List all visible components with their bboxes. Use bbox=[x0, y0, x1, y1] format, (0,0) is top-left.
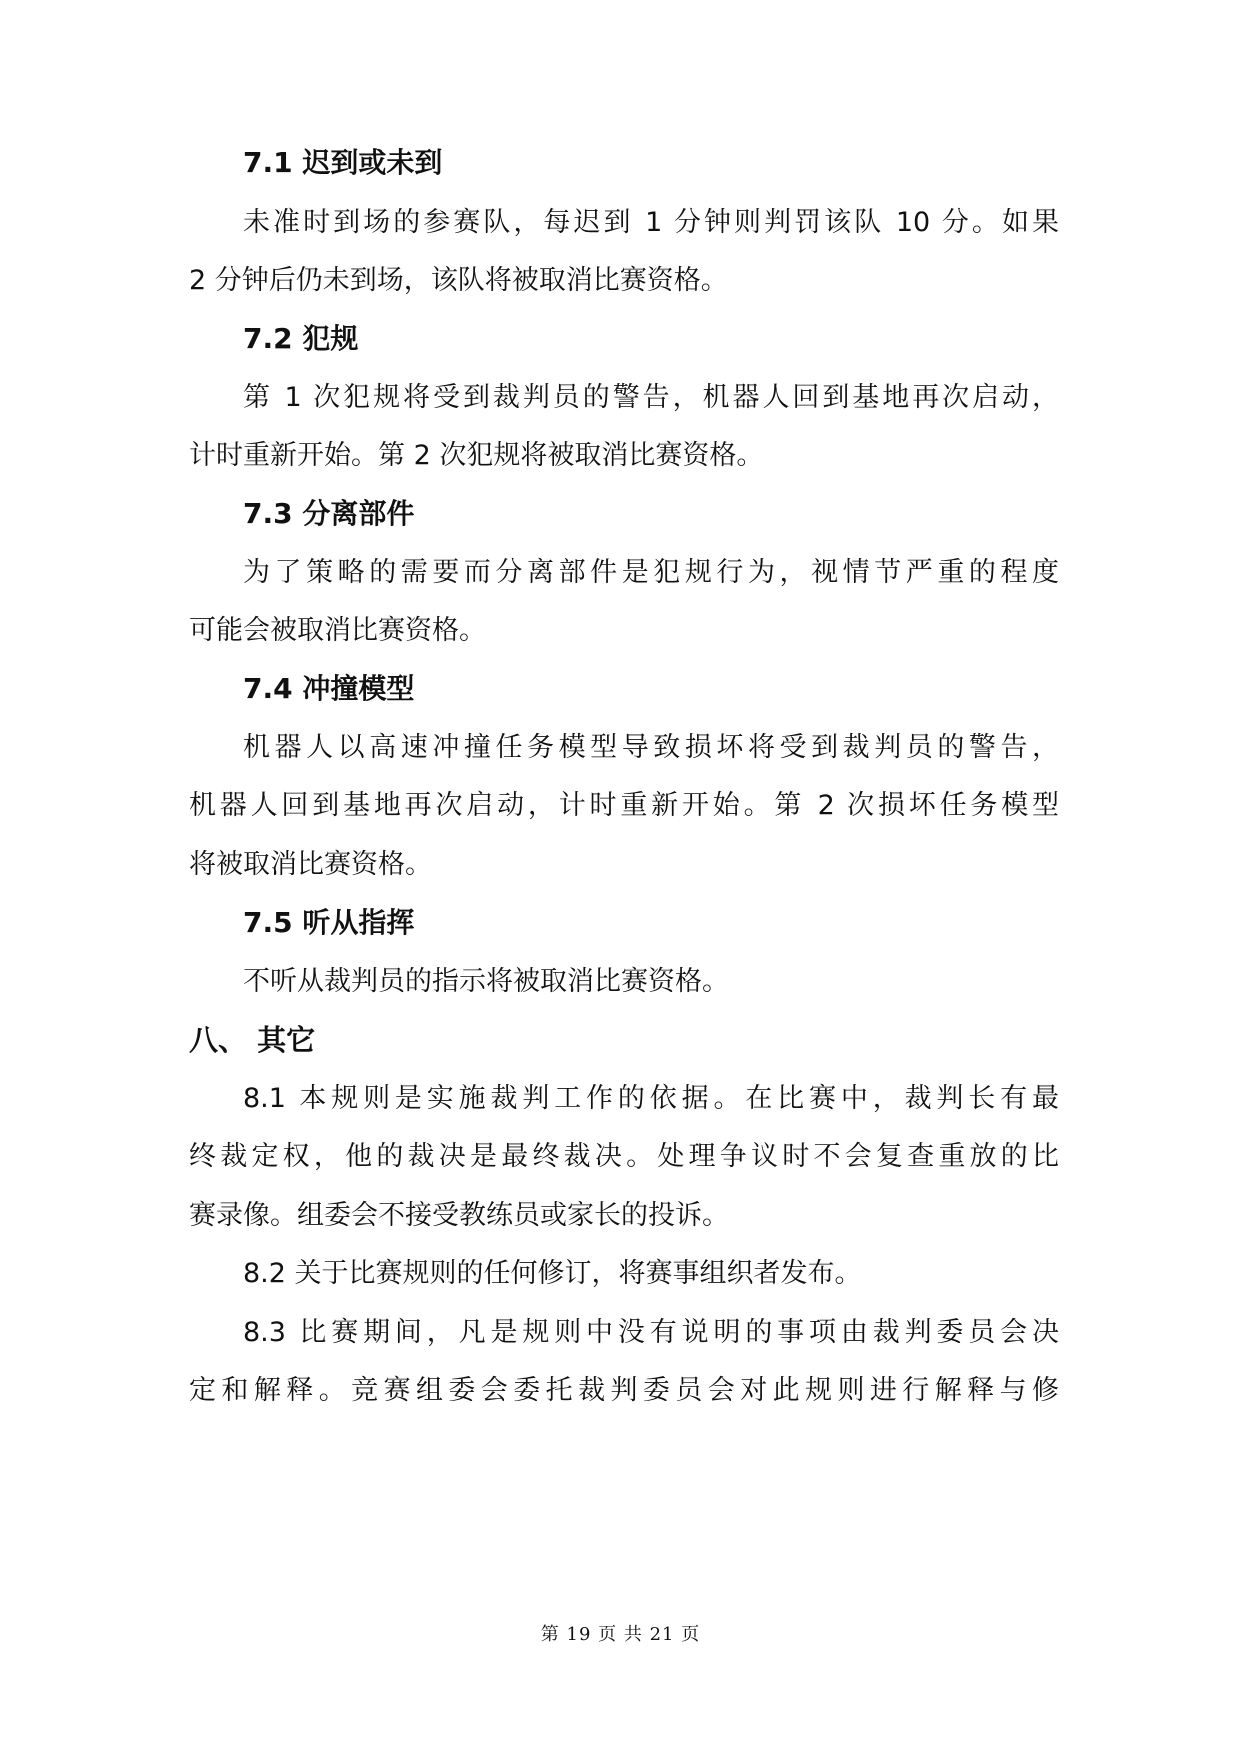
section-8-1-text-line-1: 8.1 本规则是实施裁判工作的依据。在比赛中，裁判长有最 bbox=[243, 1083, 1059, 1114]
section-7-4-text-line-1: 机器人以高速冲撞任务模型导致损坏将受到裁判员的警告， bbox=[243, 732, 1059, 763]
section-8-1-text-line-2: 终裁定权，他的裁决是最终裁决。处理争议时不会复查重放的比 bbox=[189, 1141, 1059, 1172]
section-7-3-text-line-1: 为了策略的需要而分离部件是犯规行为，视情节严重的程度 bbox=[243, 557, 1059, 588]
section-7-4-text-line-2: 机器人回到基地再次启动，计时重新开始。第 2 次损坏任务模型 bbox=[189, 790, 1059, 821]
section-7-1-heading: 7.1 迟到或未到 bbox=[243, 146, 443, 179]
section-7-2-text-line-1: 第 1 次犯规将受到裁判员的警告，机器人回到基地再次启动， bbox=[243, 382, 1059, 413]
section-7-2-heading: 7.2 犯规 bbox=[243, 322, 359, 355]
section-7-5-text-line-1: 不听从裁判员的指示将被取消比赛资格。 bbox=[243, 966, 729, 997]
section-7-1-text-line-1: 未准时到场的参赛队，每迟到 1 分钟则判罚该队 10 分。如果 bbox=[243, 207, 1059, 238]
section-7-4-text-line-3: 将被取消比赛资格。 bbox=[189, 849, 432, 880]
section-8-3-text-line-1: 8.3 比赛期间，凡是规则中没有说明的事项由裁判委员会决 bbox=[243, 1317, 1059, 1348]
section-7-3-text-line-2: 可能会被取消比赛资格。 bbox=[189, 615, 486, 646]
section-8-1-text-line-3: 赛录像。组委会不接受教练员或家长的投诉。 bbox=[189, 1200, 729, 1231]
chapter-8-heading: 八、 其它 bbox=[189, 1023, 316, 1057]
section-8-3-text-line-2: 定和解释。竞赛组委会委托裁判委员会对此规则进行解释与修 bbox=[189, 1375, 1059, 1406]
section-7-4-heading: 7.4 冲撞模型 bbox=[243, 672, 415, 705]
section-7-1-text-line-2: 2 分钟后仍未到场，该队将被取消比赛资格。 bbox=[189, 265, 728, 296]
section-8-2-text-line-1: 8.2 关于比赛规则的任何修订，将赛事组织者发布。 bbox=[243, 1258, 862, 1289]
section-7-5-heading: 7.5 听从指挥 bbox=[243, 906, 415, 939]
section-7-3-heading: 7.3 分离部件 bbox=[243, 497, 415, 530]
section-7-2-text-line-2: 计时重新开始。第 2 次犯规将被取消比赛资格。 bbox=[189, 440, 764, 471]
page-number-footer: 第 19 页 共 21 页 bbox=[540, 1624, 701, 1645]
